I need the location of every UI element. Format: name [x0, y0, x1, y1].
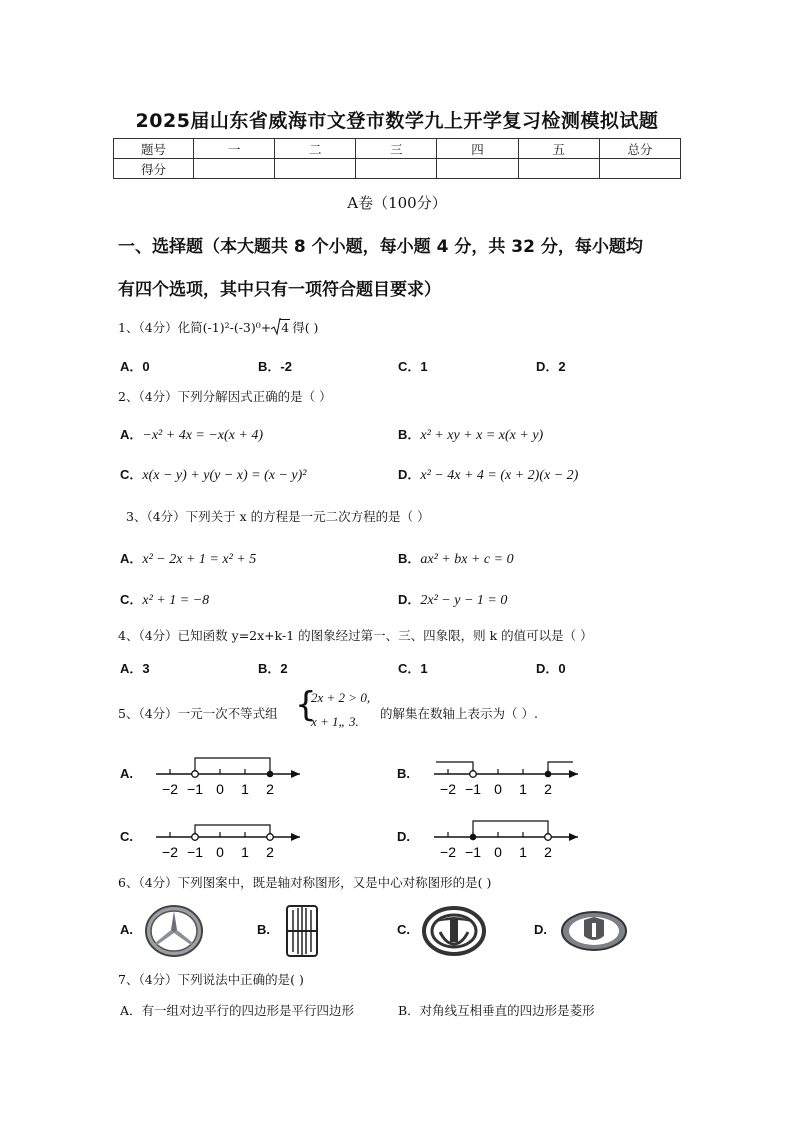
solution-bracket	[195, 758, 270, 774]
solid-endpoint	[545, 771, 552, 778]
score-cell[interactable]	[194, 159, 275, 179]
axis-arrow-icon	[291, 770, 300, 778]
option-expression: 2x² − y − 1 = 0	[420, 593, 508, 608]
question-5-stem-pre: 5、（4分）一元一次不等式组	[118, 706, 278, 721]
score-cell[interactable]	[518, 159, 599, 179]
option-expression: x² − 4x + 4 = (x + 2)(x − 2)	[420, 468, 579, 483]
q2-option-c[interactable]	[120, 464, 307, 484]
axis-arrow-icon	[569, 770, 578, 778]
option-label: A．	[120, 551, 143, 566]
open-endpoint	[192, 771, 199, 778]
q6-option-d-label[interactable]: D.	[534, 922, 547, 937]
tick-label: 2	[544, 781, 552, 797]
question-4-stem: 4、（4分）已知函数 y=2x+k-1 的图象经过第一、三、四象限，则 k 的值可以是（ ）	[118, 628, 593, 643]
tick-label: 0	[494, 781, 502, 797]
tick-label: 0	[216, 781, 224, 797]
section-heading-line2: 有四个选项，其中只有一项符合题目要求）	[118, 280, 441, 300]
q7-option-b[interactable]: B．对角线互相垂直的四边形是菱形	[398, 1003, 595, 1018]
number-line-b[interactable]	[428, 752, 588, 802]
option-label: C．	[120, 467, 143, 482]
q5-option-d-label[interactable]: D.	[397, 829, 410, 844]
question-3-stem: 3、（4分）下列关于 x 的方程是一元二次方程的是（ ）	[126, 509, 430, 524]
score-header-cell: 一	[194, 139, 275, 159]
score-table	[113, 138, 681, 179]
option-label: D．	[398, 592, 421, 607]
score-header-cell: 总分	[599, 139, 680, 159]
q3-option-b[interactable]	[398, 548, 514, 568]
q5-option-a-label[interactable]: A.	[120, 766, 133, 781]
axis-arrow-icon	[569, 833, 578, 841]
question-1-stem	[118, 318, 318, 336]
score-header-cell: 五	[518, 139, 599, 159]
option-expression: x² + 1 = −8	[142, 593, 210, 608]
exam-title: 2025届山东省威海市文登市数学九上开学复习检测模拟试题	[135, 110, 659, 132]
q4-option-a[interactable]: A．3	[120, 661, 150, 676]
question-7-stem: 7、（4分）下列说法中正确的是( )	[118, 972, 304, 987]
sqrt-radicand: 4	[281, 320, 290, 335]
tick-label: 0	[216, 844, 224, 860]
tick-label: −2	[440, 844, 456, 860]
tick-label: −2	[440, 781, 456, 797]
system-brace-icon: {	[295, 685, 317, 725]
option-expression: −x² + 4x = −x(x + 4)	[142, 428, 264, 443]
score-table-score-row	[114, 159, 681, 179]
tick-label: −1	[465, 781, 481, 797]
sqrt-sign-icon	[271, 318, 281, 336]
q4-option-b[interactable]: B．2	[258, 661, 288, 676]
option-label: C．	[120, 592, 143, 607]
mercedes-star-logo-icon[interactable]	[143, 903, 205, 959]
q3-option-d[interactable]	[398, 589, 507, 609]
open-endpoint	[192, 834, 199, 841]
tick-label: 2	[266, 781, 274, 797]
tick-label: 1	[241, 781, 249, 797]
score-cell[interactable]	[275, 159, 356, 179]
brilliance-logo-icon[interactable]	[422, 906, 486, 956]
option-label: B．	[398, 427, 421, 442]
q7-option-a[interactable]: A．有一组对边平行的四边形是平行四边形	[120, 1003, 355, 1018]
q5-option-c-label[interactable]: C.	[120, 829, 133, 844]
question-5-stem-post: 的解集在数轴上表示为（ ）.	[380, 706, 538, 721]
option-label: A．	[120, 427, 143, 442]
q3-option-c[interactable]	[120, 589, 209, 609]
score-header-cell: 题号	[114, 139, 194, 159]
solution-bracket	[195, 825, 270, 837]
q6-option-a-label[interactable]: A.	[120, 922, 133, 937]
tick-label: 0	[494, 844, 502, 860]
q1-option-c[interactable]: C．1	[398, 359, 428, 374]
score-cell[interactable]	[599, 159, 680, 179]
option-expression: x² + xy + x = x(x + y)	[420, 428, 544, 443]
tick-label: −1	[465, 844, 481, 860]
solution-ray	[436, 762, 473, 774]
open-endpoint	[470, 771, 477, 778]
option-label: B．	[398, 551, 421, 566]
great-wall-logo-icon[interactable]	[560, 910, 628, 952]
solid-endpoint	[267, 771, 274, 778]
score-cell[interactable]	[356, 159, 437, 179]
q5-option-b-label[interactable]: B.	[397, 766, 410, 781]
q4-option-c[interactable]: C．1	[398, 661, 428, 676]
q1-option-b[interactable]: B．-2	[258, 359, 292, 374]
roll-heading: A卷（100分）	[347, 194, 447, 212]
open-endpoint	[545, 834, 552, 841]
tick-label: −1	[187, 844, 203, 860]
score-header-cell: 三	[356, 139, 437, 159]
q6-option-c-label[interactable]: C.	[397, 922, 410, 937]
score-row-label: 得分	[114, 159, 194, 179]
tick-label: 1	[519, 781, 527, 797]
lincoln-grille-logo-icon[interactable]	[284, 902, 320, 960]
q2-option-d[interactable]	[398, 464, 578, 484]
option-label: D．	[398, 467, 421, 482]
score-cell[interactable]	[437, 159, 518, 179]
score-header-cell: 二	[275, 139, 356, 159]
score-header-cell: 四	[437, 139, 518, 159]
tick-label: 1	[241, 844, 249, 860]
option-expression: x(x − y) + y(y − x) = (x − y)²	[142, 468, 307, 483]
solid-endpoint	[470, 834, 477, 841]
number-line-d[interactable]	[428, 815, 588, 865]
question-2-stem: 2、（4分）下列分解因式正确的是（ ）	[118, 389, 332, 404]
q2-option-a[interactable]	[120, 424, 263, 444]
score-table-header-row	[114, 139, 681, 159]
question-6-stem: 6、（4分）下列图案中，既是轴对称图形，又是中心对称图形的是( )	[118, 875, 492, 890]
sqrt-expression	[271, 320, 290, 335]
solution-bracket	[473, 821, 548, 837]
tick-label: 2	[266, 844, 274, 860]
option-expression: x² − 2x + 1 = x² + 5	[142, 552, 257, 567]
tick-label: −2	[162, 781, 178, 797]
question-1-tail: 得( )	[292, 320, 319, 335]
tick-label: −2	[162, 844, 178, 860]
q2-option-b[interactable]	[398, 424, 543, 444]
number-line-a[interactable]	[150, 752, 310, 802]
tick-label: 2	[544, 844, 552, 860]
open-endpoint	[267, 834, 274, 841]
q3-option-a[interactable]	[120, 548, 256, 568]
inequality-2: x + 1„ 3.	[311, 714, 359, 729]
q1-option-d[interactable]: D．2	[536, 359, 566, 374]
q1-option-a[interactable]: A．0	[120, 359, 150, 374]
question-1-text: 1、（4分）化简(-1)²-(-3)⁰+	[118, 320, 272, 335]
tick-label: −1	[187, 781, 203, 797]
section-heading-line1: 一、选择题（本大题共 8 个小题，每小题 4 分，共 32 分，每小题均	[118, 237, 643, 257]
q4-option-d[interactable]: D．0	[536, 661, 566, 676]
tick-label: 1	[519, 844, 527, 860]
q6-option-b-label[interactable]: B.	[257, 922, 270, 937]
option-expression: ax² + bx + c = 0	[420, 552, 514, 567]
number-line-c[interactable]	[150, 815, 310, 865]
inequality-1: 2x + 2 > 0,	[311, 690, 371, 705]
axis-arrow-icon	[291, 833, 300, 841]
